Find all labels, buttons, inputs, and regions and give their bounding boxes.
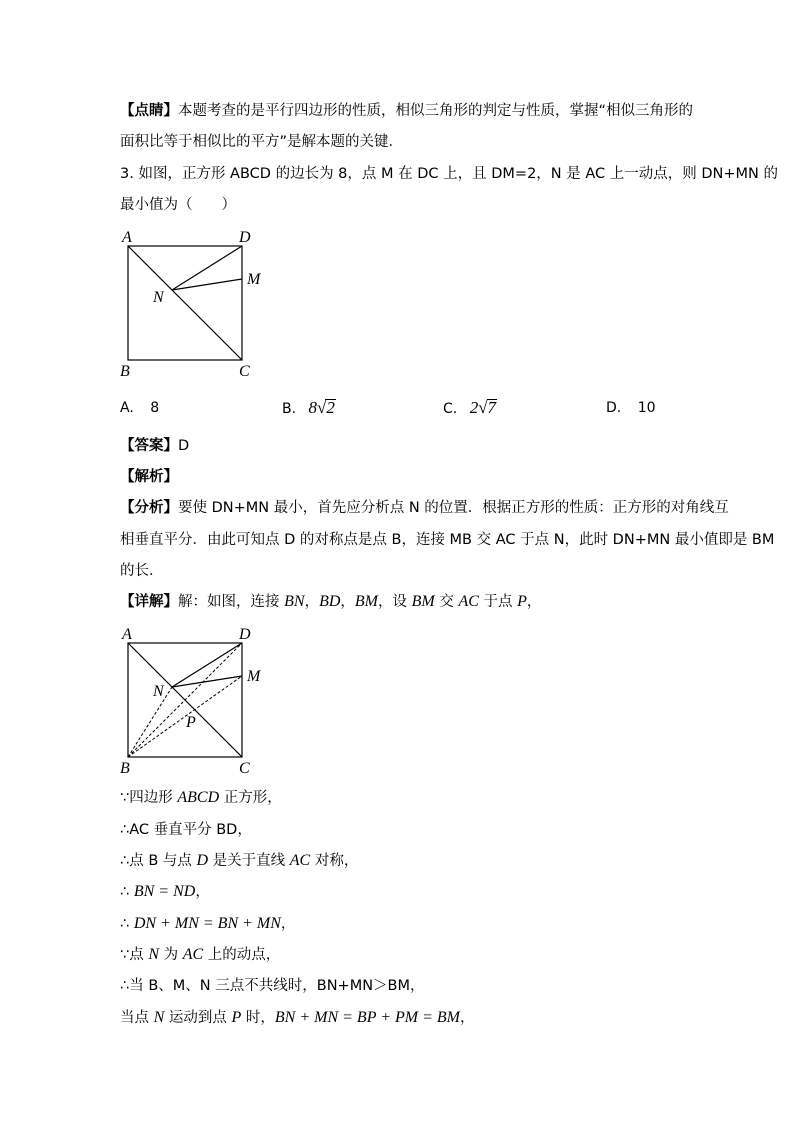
detail-var-bd: BD — [319, 593, 341, 610]
option-b-radicand: 2 — [326, 398, 335, 417]
option-c-value: 2√7 — [469, 398, 497, 417]
proof-8-text-b: 运动到点 — [164, 1010, 232, 1026]
option-c-radicand: 7 — [487, 398, 497, 417]
fig2-label-c: C — [239, 760, 250, 777]
detail-line — [120, 592, 541, 612]
detail-var-bn: BN — [284, 593, 305, 610]
fig2-label-d: D — [239, 626, 251, 643]
detail-var-p: P — [517, 593, 527, 610]
option-d — [606, 398, 656, 418]
proof-line-4 — [120, 882, 210, 902]
fig1-label-n: N — [153, 289, 164, 306]
proof-line-5 — [120, 914, 295, 934]
proof-5-eq: DN + MN = BN + MN — [133, 915, 281, 932]
proof-line-7: ∴当 B、M、N 三点不共线时，BN+MN＞BM， — [120, 978, 425, 994]
proof-8-text-c: 时， — [241, 1010, 275, 1026]
dianjing-text-1: 本题考查的是平行四边形的性质，相似三角形的判定与性质，掌握“相似三角形的 — [178, 103, 694, 119]
proof-4-eq: BN = ND — [133, 883, 196, 900]
fig1-label-b: B — [120, 363, 130, 380]
option-b-label: B. — [282, 401, 297, 417]
fig1-label-m: M — [247, 271, 261, 288]
fig2-label-a: A — [122, 626, 132, 643]
proof-5-text-b: ， — [280, 916, 296, 932]
option-a-value: 8 — [150, 400, 160, 416]
option-c-label: C. — [443, 401, 458, 417]
option-b — [282, 398, 336, 419]
proof-3-var-ac: AC — [289, 852, 311, 869]
fenxi-text-1: 要使 DN+MN 最小，首先应分析点 N 的位置．根据正方形的性质：正方形的对角线互 — [178, 500, 729, 516]
detail-text-1: 解：如图，连接 — [178, 594, 285, 610]
detail-var-ac: AC — [458, 593, 479, 610]
option-a — [120, 398, 159, 418]
answer-tag: 【答案】 — [120, 438, 178, 454]
fig2-dashed-bn — [128, 687, 172, 757]
fenxi-text-3: 的长． — [120, 563, 164, 579]
detail-tag: 【详解】 — [120, 594, 178, 610]
figure-2 — [110, 619, 280, 779]
proof-3-text-b: 是关于直线 — [208, 853, 290, 869]
prev-line-1 — [120, 101, 693, 121]
proof-line-8 — [120, 1008, 474, 1028]
proof-6-text-a: ∵点 — [120, 947, 149, 963]
detail-var-bm-2: BM — [411, 593, 435, 610]
fig1-segment-nm — [172, 279, 242, 290]
fenxi-line-1 — [120, 498, 729, 518]
analysis-tag: 【解析】 — [120, 469, 178, 485]
detail-text-4: ，设 — [378, 594, 412, 610]
proof-1-text-a: ∵四边形 — [120, 790, 178, 806]
option-d-label: D. — [606, 400, 622, 416]
option-c — [443, 398, 497, 419]
proof-line-6 — [120, 945, 280, 965]
proof-8-text-d: ， — [459, 1010, 475, 1026]
fig2-label-p: P — [186, 714, 196, 731]
fig1-segment-nd — [172, 246, 242, 290]
proof-6-text-c: 上的动点， — [203, 947, 281, 963]
fig1-label-d: D — [239, 229, 251, 246]
question-line-1: 3. 如图，正方形 ABCD 的边长为 8，点 M 在 DC 上，且 DM=2，N 是 AC 上一动点，则 DN+MN 的 — [120, 166, 778, 182]
proof-6-text-b: 为 — [159, 947, 183, 963]
fig2-label-m: M — [247, 668, 261, 685]
proof-1-var: ABCD — [177, 789, 220, 806]
proof-3-var-d: D — [196, 852, 209, 869]
detail-var-bm: BM — [354, 593, 378, 610]
detail-text-3: ， — [340, 594, 355, 610]
proof-8-eq: BN + MN = BP + PM = BM — [274, 1009, 460, 1026]
option-a-label: A. — [120, 400, 134, 416]
option-b-coef: 8 — [308, 398, 318, 417]
answer-value: D — [178, 438, 190, 454]
option-b-value: 8√2 — [308, 398, 335, 417]
question-line-2: 最小值为（ ） — [120, 197, 236, 213]
proof-3-text-c: 对称， — [310, 853, 359, 869]
proof-8-var-n: N — [153, 1009, 165, 1026]
proof-1-text-b: 正方形， — [219, 790, 282, 806]
option-d-value: 10 — [637, 400, 656, 416]
proof-6-var-n: N — [148, 946, 160, 963]
proof-4-text-b: ， — [195, 884, 210, 900]
fig1-label-a: A — [122, 229, 132, 246]
proof-line-3 — [120, 851, 358, 871]
proof-3-text-a: ∴点 B 与点 — [120, 853, 197, 869]
fig2-label-n: N — [153, 683, 164, 700]
fig2-label-b: B — [120, 760, 130, 777]
fig2-dashed-bm — [128, 676, 242, 757]
fenxi-text-2: 相垂直平分．由此可知点 D 的对称点是点 B，连接 MB 交 AC 于点 N，此时 DN+MN 最小值即是 BM — [120, 532, 775, 548]
proof-line-2: ∴AC 垂直平分 BD， — [120, 822, 252, 838]
proof-5-text-a: ∴ — [120, 916, 134, 932]
figure-1 — [110, 222, 280, 382]
detail-text-2: ， — [304, 594, 320, 610]
proof-8-var-p: P — [231, 1009, 242, 1026]
proof-8-text-a: 当点 — [120, 1010, 154, 1026]
fig1-label-c: C — [239, 363, 250, 380]
dianjing-tag: 【点睛】 — [120, 103, 178, 119]
fig2-segment-nd — [172, 643, 242, 687]
answer-line — [120, 436, 189, 456]
detail-text-7: ， — [526, 594, 542, 610]
option-c-coef: 2 — [469, 398, 479, 417]
proof-4-text-a: ∴ — [120, 884, 134, 900]
proof-6-var-ac: AC — [182, 946, 204, 963]
fig1-diagonal-ac — [128, 246, 242, 360]
dianjing-text-2: 面积比等于相似比的平方”是解本题的关键． — [120, 134, 404, 150]
detail-text-6: 于点 — [478, 594, 518, 610]
fenxi-tag: 【分析】 — [120, 500, 178, 516]
proof-line-1 — [120, 788, 282, 808]
detail-text-5: 交 — [434, 594, 459, 610]
